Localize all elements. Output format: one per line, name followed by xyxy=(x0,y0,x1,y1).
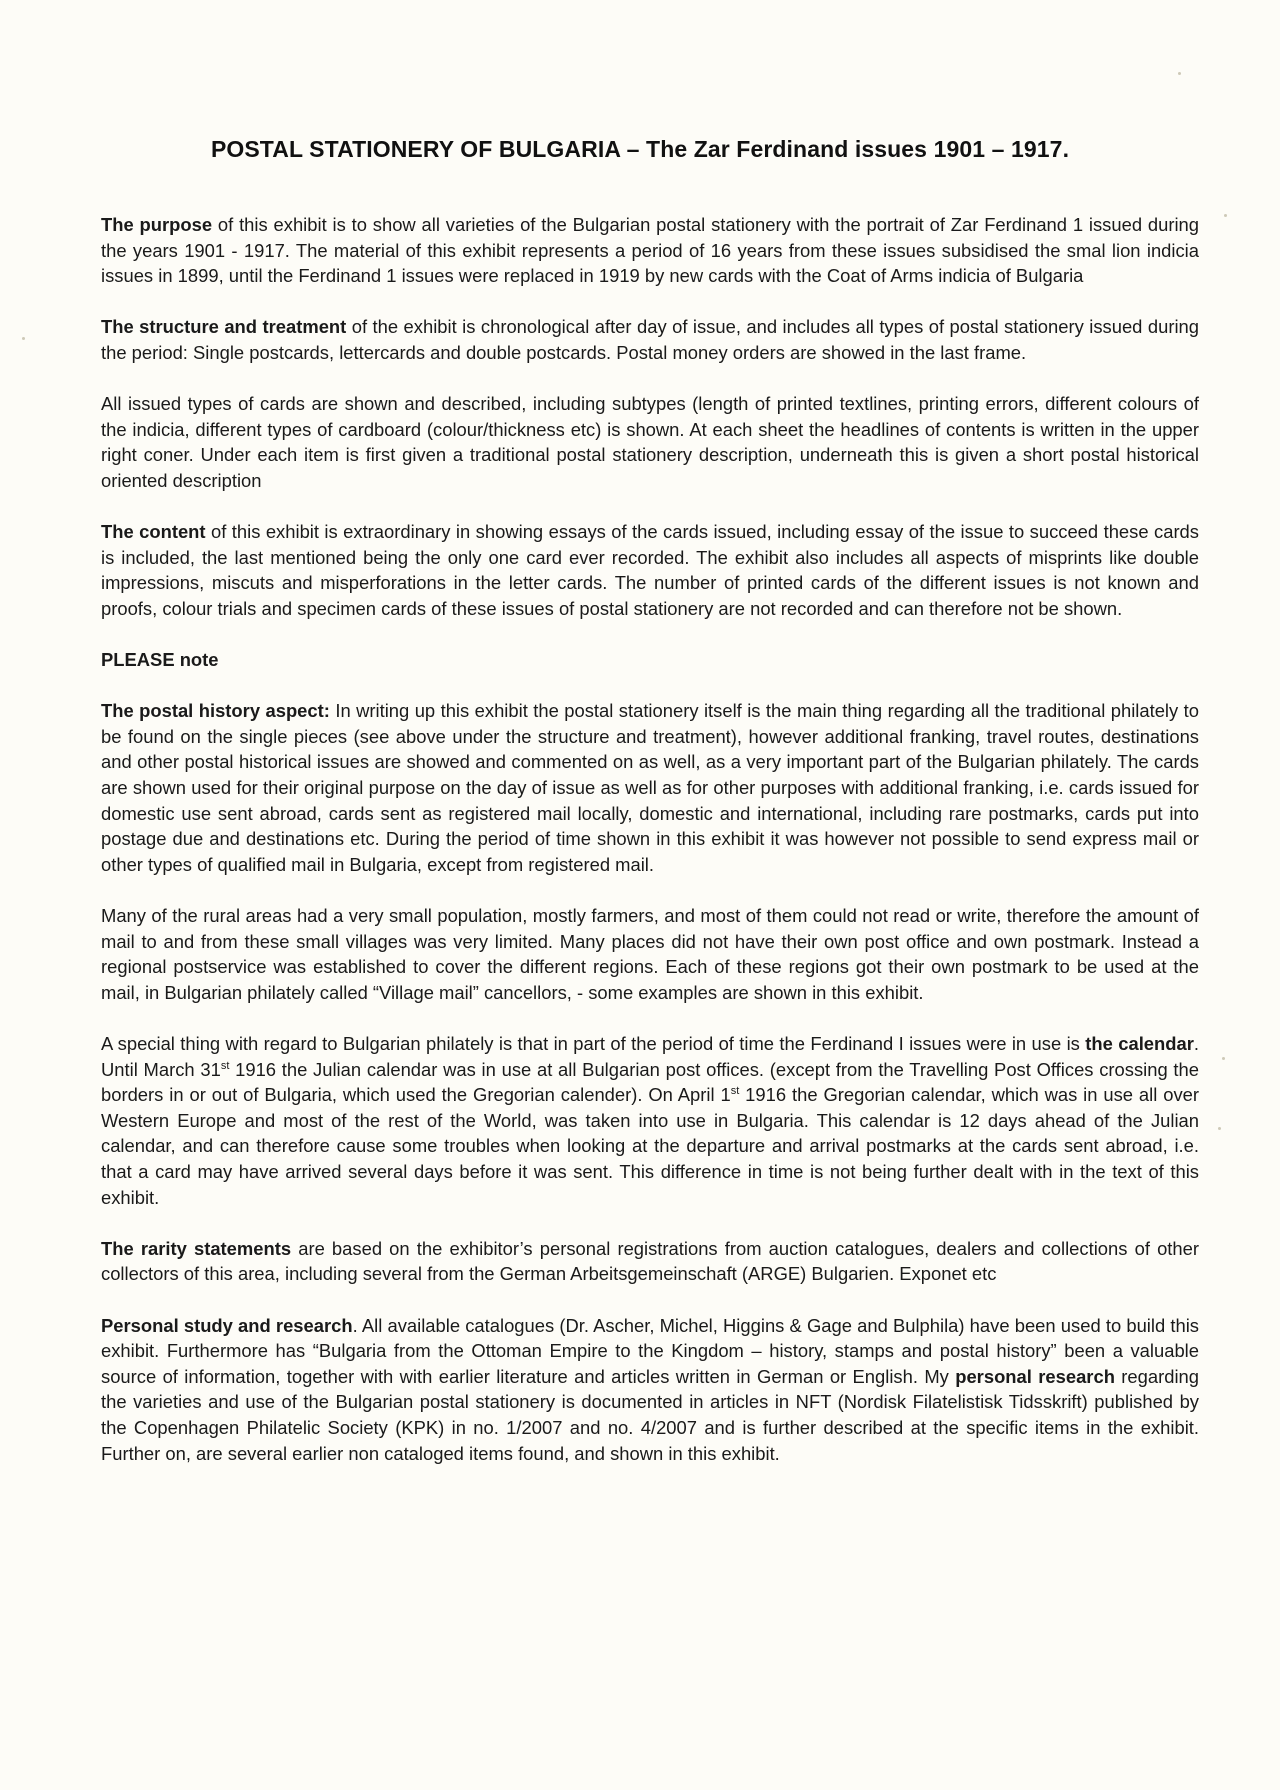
paper-speck xyxy=(1224,214,1227,217)
calendar-text-2: . Until March 31 xyxy=(101,1033,1200,1080)
paragraph-purpose xyxy=(101,212,1199,289)
please-note-label: PLEASE note xyxy=(101,649,219,671)
paragraph-rural-areas: Many of the rural areas had a very small population, mostly farmers, and most of them could not read or write, therefore the amount of mail to and from these small villages was very limited. Many places did not have their own post office and own postmark. Instead a regional postservice was established to cover the different regions. Each of these regions got their own postmark to be used at the mail, in Bulgarian philately called “Village mail” cancellors, - some examples are shown in this exhibit. xyxy=(101,905,1199,1003)
paper-speck xyxy=(1178,72,1181,75)
personal-text-2: regarding the varieties and use of the Bulgarian postal stationery is documented in articles in NFT (Nordisk Filatelistisk Tidsskrift) published by the Copenhagen Philatelic Society (KPK) in no. 1/2007 and no. 4/2007 and is further described at the specific items in the exhibit. Further on, are several earlier non cataloged items found, and shown in this exhibit. xyxy=(101,1365,1200,1464)
calendar-text-1: A special thing with regard to Bulgarian philately is that in part of the period of time the Ferdinand I issues were in use is xyxy=(101,1033,1086,1054)
paper-speck xyxy=(1218,1127,1221,1130)
paragraph-structure xyxy=(101,314,1199,365)
paragraph-calendar xyxy=(101,1031,1199,1210)
paragraph-personal-research xyxy=(101,1313,1199,1467)
structure-heading: The structure and treatment xyxy=(101,316,347,338)
paragraph-postal-history xyxy=(101,698,1199,877)
postal-history-text: In writing up this exhibit the postal stationery itself is the main thing regarding all the traditional philately to be found on the single pieces (see above under the structure and treatment), however additional franking, travel routes, destinations and other postal historical issues are showed and commented on as well, as a very important part of the Bulgarian philately. The cards are shown used for their original purpose on the day of issue as well as for other purposes with additional franking, i.e. cards issued for domestic use sent abroad, cards sent as registered mail locally, domestic and international, including rare postmarks, cards put into postage due and destinations etc. During the period of time shown in this exhibit it was however not possible to send express mail or other types of qualified mail in Bulgaria, except from registered mail. xyxy=(101,700,1199,875)
ordinal-suffix: st xyxy=(220,1059,230,1072)
purpose-heading: The purpose xyxy=(101,214,213,235)
postal-history-heading: The postal history aspect: xyxy=(101,700,330,722)
paper-speck xyxy=(22,337,25,340)
rarity-text: are based on the exhibitor’s personal registrations from auction catalogues, dealers and collections of other collectors of this area, including several from the German Arbeitsgemeinschaft (ARGE) Bulgarien. Exponet etc xyxy=(101,1237,1199,1285)
paragraph-content xyxy=(101,519,1199,621)
paragraph-issued-types: All issued types of cards are shown and described, including subtypes (length of printed textlines, printing errors, different colours of the indicia, different types of cardboard (colour/thickness etc) is shown. At each sheet the headlines of contents is written in the upper right coner. Under each item is first given a traditional postal stationery description, underneath this is given a short postal historical oriented description xyxy=(101,393,1199,491)
personal-heading: Personal study and research xyxy=(101,1314,353,1336)
paper-speck xyxy=(1222,1057,1225,1060)
please-note-heading xyxy=(101,647,1199,673)
document-body xyxy=(101,212,1199,1492)
purpose-text: of this exhibit is to show all varieties of the Bulgarian postal stationery with the portrait of Zar Ferdinand 1 issued during the years 1901 - 1917. The material of this exhibit represents a period of 16 years from these issues subsidised the smal lion indicia issues in 1899, until the Ferdinand 1 issues were replaced in 1919 by new cards with the Coat of Arms indicia of Bulgaria xyxy=(101,214,1199,287)
personal-text-1: . All available catalogues (Dr. Ascher, Michel, Higgins & Gage and Bulphila) have been used to build this exhibit. Furthermore has “Bulgaria from the Ottoman Empire to the Kingdom – history, stamps and postal history” been a valuable source of information, together with with earlier literature and articles written in German or English. My xyxy=(101,1314,1199,1387)
calendar-text-3: 1916 the Julian calendar was in use at all Bulgarian post offices. (except from the Travelling Post Offices crossing the borders in or out of Bulgaria, which used the Gregorian calender). On April 1 xyxy=(101,1058,1199,1106)
structure-text: of the exhibit is chronological after day of issue, and includes all types of postal stationery issued during the period: Single postcards, lettercards and double postcards. Postal money orders are showed in the last frame. xyxy=(101,316,1199,363)
paragraph-rarity xyxy=(101,1236,1199,1287)
personal-research-emphasis: personal research xyxy=(955,1365,1115,1387)
rarity-heading: The rarity statements xyxy=(101,1237,292,1259)
content-heading: The content xyxy=(101,521,206,543)
calendar-text-4: 1916 the Gregorian calendar, which was in use all over Western Europe and most of the rest of the World, was taken into use in Bulgaria. This calendar is 12 days ahead of the Julian calendar, and can therefore cause some troubles when looking at the departure and arrival postmarks at the cards sent abroad, i.e. that a card may have arrived several days before it was sent. This difference in time is not being further dealt with in the text of this exhibit. xyxy=(101,1084,1199,1208)
page-title: POSTAL STATIONERY OF BULGARIA – The Zar Ferdinand issues 1901 – 1917. xyxy=(210,136,1070,162)
ordinal-suffix: st xyxy=(730,1085,740,1098)
calendar-heading: the calendar xyxy=(1085,1033,1194,1054)
content-text: of this exhibit is extraordinary in showing essays of the cards issued, including essay of the issue to succeed these cards is included, the last mentioned being the only one card ever recorded. The exhibit also includes all aspects of misprints like double impressions, miscuts and misperforations in the letter cards. The number of printed cards of the different issues is not known and proofs, colour trials and specimen cards of these issues of postal stationery are not recorded and can therefore not be shown. xyxy=(101,521,1199,619)
